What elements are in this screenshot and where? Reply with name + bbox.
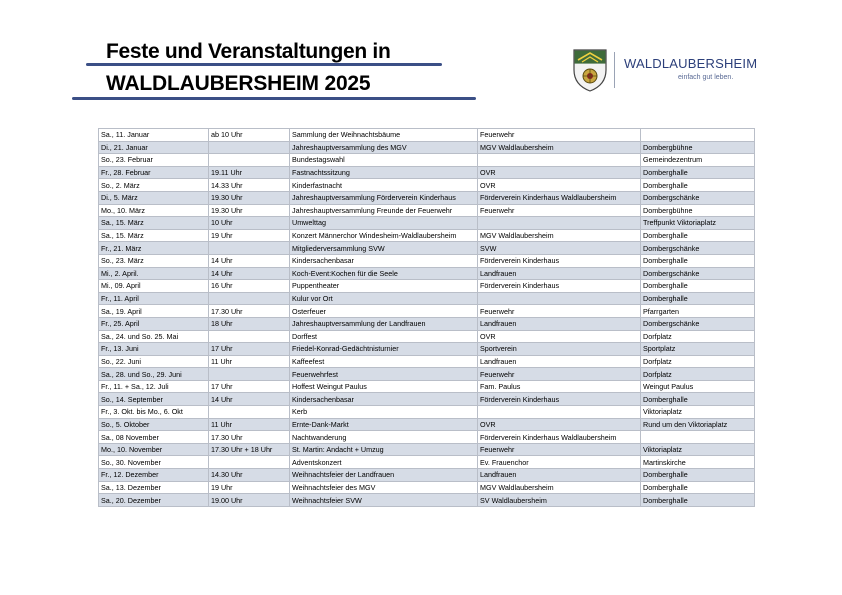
event-location-cell: Domberghalle (641, 393, 755, 406)
event-time-cell: 11 Uhr (209, 418, 290, 431)
table-row (99, 431, 755, 444)
event-location-cell: Domberghalle (641, 179, 755, 192)
event-date-cell: So., 14. September (99, 393, 209, 406)
event-name-cell: Kaffeefest (290, 355, 478, 368)
event-time-cell: 16 Uhr (209, 280, 290, 293)
event-name-cell: Mitgliederversammlung SVW (290, 242, 478, 255)
event-name-cell: Kindersachenbasar (290, 254, 478, 267)
logo-name: WALDLAUBERSHEIM (624, 56, 758, 71)
event-organizer-cell: OVR (478, 330, 641, 343)
event-organizer-cell: SV Waldlaubersheim (478, 494, 641, 507)
page-title-line-2: WALDLAUBERSHEIM 2025 (106, 72, 371, 95)
event-time-cell (209, 456, 290, 469)
event-organizer-cell: Feuerwehr (478, 368, 641, 381)
event-time-cell: 11 Uhr (209, 355, 290, 368)
event-date-cell: Mo., 10. November (99, 443, 209, 456)
event-date-cell: Fr., 12. Dezember (99, 469, 209, 482)
event-location-cell: Domberghalle (641, 494, 755, 507)
coat-of-arms-icon (572, 48, 608, 92)
event-organizer-cell: Sportverein (478, 343, 641, 356)
event-location-cell: Dombergbühne (641, 204, 755, 217)
table-row (99, 330, 755, 343)
table-row (99, 229, 755, 242)
event-time-cell: 19 Uhr (209, 229, 290, 242)
event-time-cell (209, 368, 290, 381)
event-time-cell: 17 Uhr (209, 343, 290, 356)
event-time-cell: 14 Uhr (209, 254, 290, 267)
table-row (99, 305, 755, 318)
table-row (99, 179, 755, 192)
event-date-cell: Sa., 15. März (99, 229, 209, 242)
event-name-cell: Weihnachtsfeier des MGV (290, 481, 478, 494)
event-organizer-cell: OVR (478, 179, 641, 192)
table-row (99, 141, 755, 154)
events-table (98, 128, 755, 507)
event-location-cell: Gemeindezentrum (641, 154, 755, 167)
event-date-cell: Sa., 13. Dezember (99, 481, 209, 494)
table-row (99, 380, 755, 393)
event-location-cell: Domberghalle (641, 254, 755, 267)
event-location-cell: Pfarrgarten (641, 305, 755, 318)
event-time-cell: 17.30 Uhr (209, 305, 290, 318)
table-row (99, 481, 755, 494)
event-time-cell (209, 406, 290, 419)
event-organizer-cell: Förderverein Kinderhaus (478, 280, 641, 293)
event-time-cell: 18 Uhr (209, 317, 290, 330)
event-name-cell: Ernte-Dank-Markt (290, 418, 478, 431)
event-organizer-cell (478, 292, 641, 305)
event-organizer-cell: Förderverein Kinderhaus Waldlaubersheim (478, 191, 641, 204)
event-date-cell: Fr., 11. April (99, 292, 209, 305)
event-location-cell: Rund um den Viktoriaplatz (641, 418, 755, 431)
event-time-cell: 10 Uhr (209, 217, 290, 230)
event-organizer-cell: MGV Waldlaubersheim (478, 141, 641, 154)
event-date-cell: Mi., 2. April. (99, 267, 209, 280)
event-name-cell: Jahreshauptversammlung des MGV (290, 141, 478, 154)
event-location-cell: Dombergschänke (641, 242, 755, 255)
event-name-cell: Kulur vor Ort (290, 292, 478, 305)
event-organizer-cell: Feuerwehr (478, 443, 641, 456)
event-name-cell: Sammlung der Weihnachtsbäume (290, 129, 478, 142)
table-row (99, 355, 755, 368)
table-row (99, 418, 755, 431)
event-time-cell: 19.30 Uhr (209, 204, 290, 217)
event-location-cell: Martinskirche (641, 456, 755, 469)
events-table-body (99, 129, 755, 507)
event-organizer-cell: Förderverein Kinderhaus Waldlaubersheim (478, 431, 641, 444)
page-title-line-1: Feste und Veranstaltungen in (106, 40, 391, 63)
table-row (99, 494, 755, 507)
event-location-cell: Viktoriaplatz (641, 443, 755, 456)
event-time-cell: 14 Uhr (209, 393, 290, 406)
event-location-cell (641, 129, 755, 142)
event-location-cell: Domberghalle (641, 280, 755, 293)
event-date-cell: Fr., 11. + Sa., 12. Juli (99, 380, 209, 393)
event-date-cell: So., 30. November (99, 456, 209, 469)
logo-separator (614, 52, 615, 88)
event-name-cell: Kinderfastnacht (290, 179, 478, 192)
event-date-cell: So., 2. März (99, 179, 209, 192)
event-name-cell: Koch-Event:Kochen für die Seele (290, 267, 478, 280)
event-location-cell: Dombergschänke (641, 267, 755, 280)
event-time-cell (209, 154, 290, 167)
event-time-cell: 19.00 Uhr (209, 494, 290, 507)
event-organizer-cell (478, 217, 641, 230)
event-organizer-cell: Feuerwehr (478, 129, 641, 142)
event-organizer-cell: Landfrauen (478, 317, 641, 330)
event-name-cell: Nachtwanderung (290, 431, 478, 444)
event-time-cell: 14.30 Uhr (209, 469, 290, 482)
event-location-cell: Domberghalle (641, 469, 755, 482)
event-organizer-cell (478, 154, 641, 167)
event-name-cell: Dorffest (290, 330, 478, 343)
table-row (99, 406, 755, 419)
table-row (99, 267, 755, 280)
table-row (99, 456, 755, 469)
event-location-cell (641, 431, 755, 444)
logo-tagline: einfach gut leben. (678, 74, 734, 81)
event-time-cell: 17.30 Uhr (209, 431, 290, 444)
event-location-cell: Sportplatz (641, 343, 755, 356)
event-organizer-cell: Fam. Paulus (478, 380, 641, 393)
event-location-cell: Domberghalle (641, 166, 755, 179)
event-date-cell: Mo., 10. März (99, 204, 209, 217)
event-organizer-cell: MGV Waldlaubersheim (478, 229, 641, 242)
event-time-cell: ab 10 Uhr (209, 129, 290, 142)
event-location-cell: Dombergschänke (641, 317, 755, 330)
event-time-cell: 19 Uhr (209, 481, 290, 494)
event-time-cell: 19.30 Uhr (209, 191, 290, 204)
event-organizer-cell (478, 406, 641, 419)
table-row (99, 368, 755, 381)
event-location-cell: Dorfplatz (641, 330, 755, 343)
event-location-cell: Domberghalle (641, 229, 755, 242)
table-row (99, 217, 755, 230)
event-organizer-cell: Feuerwehr (478, 204, 641, 217)
event-name-cell: Feuerwehrfest (290, 368, 478, 381)
event-organizer-cell: SVW (478, 242, 641, 255)
table-row (99, 242, 755, 255)
table-row (99, 166, 755, 179)
event-date-cell: Sa., 20. Dezember (99, 494, 209, 507)
event-name-cell: Puppentheater (290, 280, 478, 293)
event-location-cell: Weingut Paulus (641, 380, 755, 393)
event-organizer-cell: OVR (478, 166, 641, 179)
event-name-cell: Weihnachtsfeier der Landfrauen (290, 469, 478, 482)
event-name-cell: Adventskonzert (290, 456, 478, 469)
event-date-cell: So., 22. Juni (99, 355, 209, 368)
event-organizer-cell: Landfrauen (478, 469, 641, 482)
event-organizer-cell: Feuerwehr (478, 305, 641, 318)
event-date-cell: Fr., 13. Juni (99, 343, 209, 356)
event-organizer-cell: MGV Waldlaubersheim (478, 481, 641, 494)
event-name-cell: Kerb (290, 406, 478, 419)
event-name-cell: Weihnachtsfeier SVW (290, 494, 478, 507)
event-name-cell: Hoffest Weingut Paulus (290, 380, 478, 393)
event-name-cell: Jahreshauptversammlung der Landfrauen (290, 317, 478, 330)
event-organizer-cell: Landfrauen (478, 267, 641, 280)
event-date-cell: So., 23. März (99, 254, 209, 267)
table-row (99, 343, 755, 356)
event-name-cell: Jahreshauptversammlung Förderverein Kinderhaus (290, 191, 478, 204)
event-name-cell: Fastnachtssitzung (290, 166, 478, 179)
event-date-cell: Sa., 24. und So. 25. Mai (99, 330, 209, 343)
event-date-cell: Di., 21. Januar (99, 141, 209, 154)
event-time-cell: 17 Uhr (209, 380, 290, 393)
event-time-cell (209, 292, 290, 305)
event-name-cell: Osterfeuer (290, 305, 478, 318)
event-name-cell: Bundestagswahl (290, 154, 478, 167)
event-date-cell: Fr., 28. Februar (99, 166, 209, 179)
event-location-cell: Treffpunkt Viktoriaplatz (641, 217, 755, 230)
event-date-cell: Fr., 21. März (99, 242, 209, 255)
title-underline-1 (86, 63, 442, 66)
event-location-cell: Dombergbühne (641, 141, 755, 154)
event-organizer-cell: Ev. Frauenchor (478, 456, 641, 469)
event-date-cell: Sa., 11. Januar (99, 129, 209, 142)
event-location-cell: Domberghalle (641, 481, 755, 494)
event-date-cell: Mi., 09. April (99, 280, 209, 293)
table-row (99, 129, 755, 142)
event-date-cell: Sa., 15. März (99, 217, 209, 230)
event-time-cell: 17.30 Uhr + 18 Uhr (209, 443, 290, 456)
event-name-cell: Friedel-Konrad-Gedächtnisturnier (290, 343, 478, 356)
event-name-cell: Umwelttag (290, 217, 478, 230)
table-row (99, 154, 755, 167)
event-location-cell: Domberghalle (641, 292, 755, 305)
event-name-cell: Konzert Männerchor Windesheim-Waldlaubersheim (290, 229, 478, 242)
event-time-cell: 14 Uhr (209, 267, 290, 280)
event-organizer-cell: Landfrauen (478, 355, 641, 368)
event-name-cell: St. Martin: Andacht + Umzug (290, 443, 478, 456)
event-date-cell: Sa., 08 November (99, 431, 209, 444)
table-row (99, 443, 755, 456)
event-organizer-cell: OVR (478, 418, 641, 431)
event-date-cell: So., 5. Oktober (99, 418, 209, 431)
table-row (99, 393, 755, 406)
table-row (99, 292, 755, 305)
event-location-cell: Dorfplatz (641, 355, 755, 368)
table-row (99, 317, 755, 330)
event-time-cell (209, 141, 290, 154)
event-name-cell: Jahreshauptversammlung Freunde der Feuerwehr (290, 204, 478, 217)
table-row (99, 254, 755, 267)
title-underline-2 (72, 97, 476, 100)
event-date-cell: Fr., 3. Okt. bis Mo., 6. Okt (99, 406, 209, 419)
municipality-logo (570, 48, 760, 96)
event-date-cell: So., 23. Februar (99, 154, 209, 167)
table-row (99, 191, 755, 204)
event-date-cell: Sa., 28. und So., 29. Juni (99, 368, 209, 381)
event-location-cell: Dorfplatz (641, 368, 755, 381)
event-time-cell (209, 330, 290, 343)
event-location-cell: Dombergschänke (641, 191, 755, 204)
event-organizer-cell: Förderverein Kinderhaus (478, 254, 641, 267)
event-time-cell: 19.11 Uhr (209, 166, 290, 179)
table-row (99, 204, 755, 217)
event-location-cell: Viktoriaplatz (641, 406, 755, 419)
event-organizer-cell: Förderverein Kinderhaus (478, 393, 641, 406)
table-row (99, 280, 755, 293)
event-time-cell: 14.33 Uhr (209, 179, 290, 192)
event-date-cell: Sa., 19. April (99, 305, 209, 318)
event-date-cell: Di., 5. März (99, 191, 209, 204)
table-row (99, 469, 755, 482)
event-name-cell: Kindersachenbasar (290, 393, 478, 406)
event-date-cell: Fr., 25. April (99, 317, 209, 330)
event-time-cell (209, 242, 290, 255)
